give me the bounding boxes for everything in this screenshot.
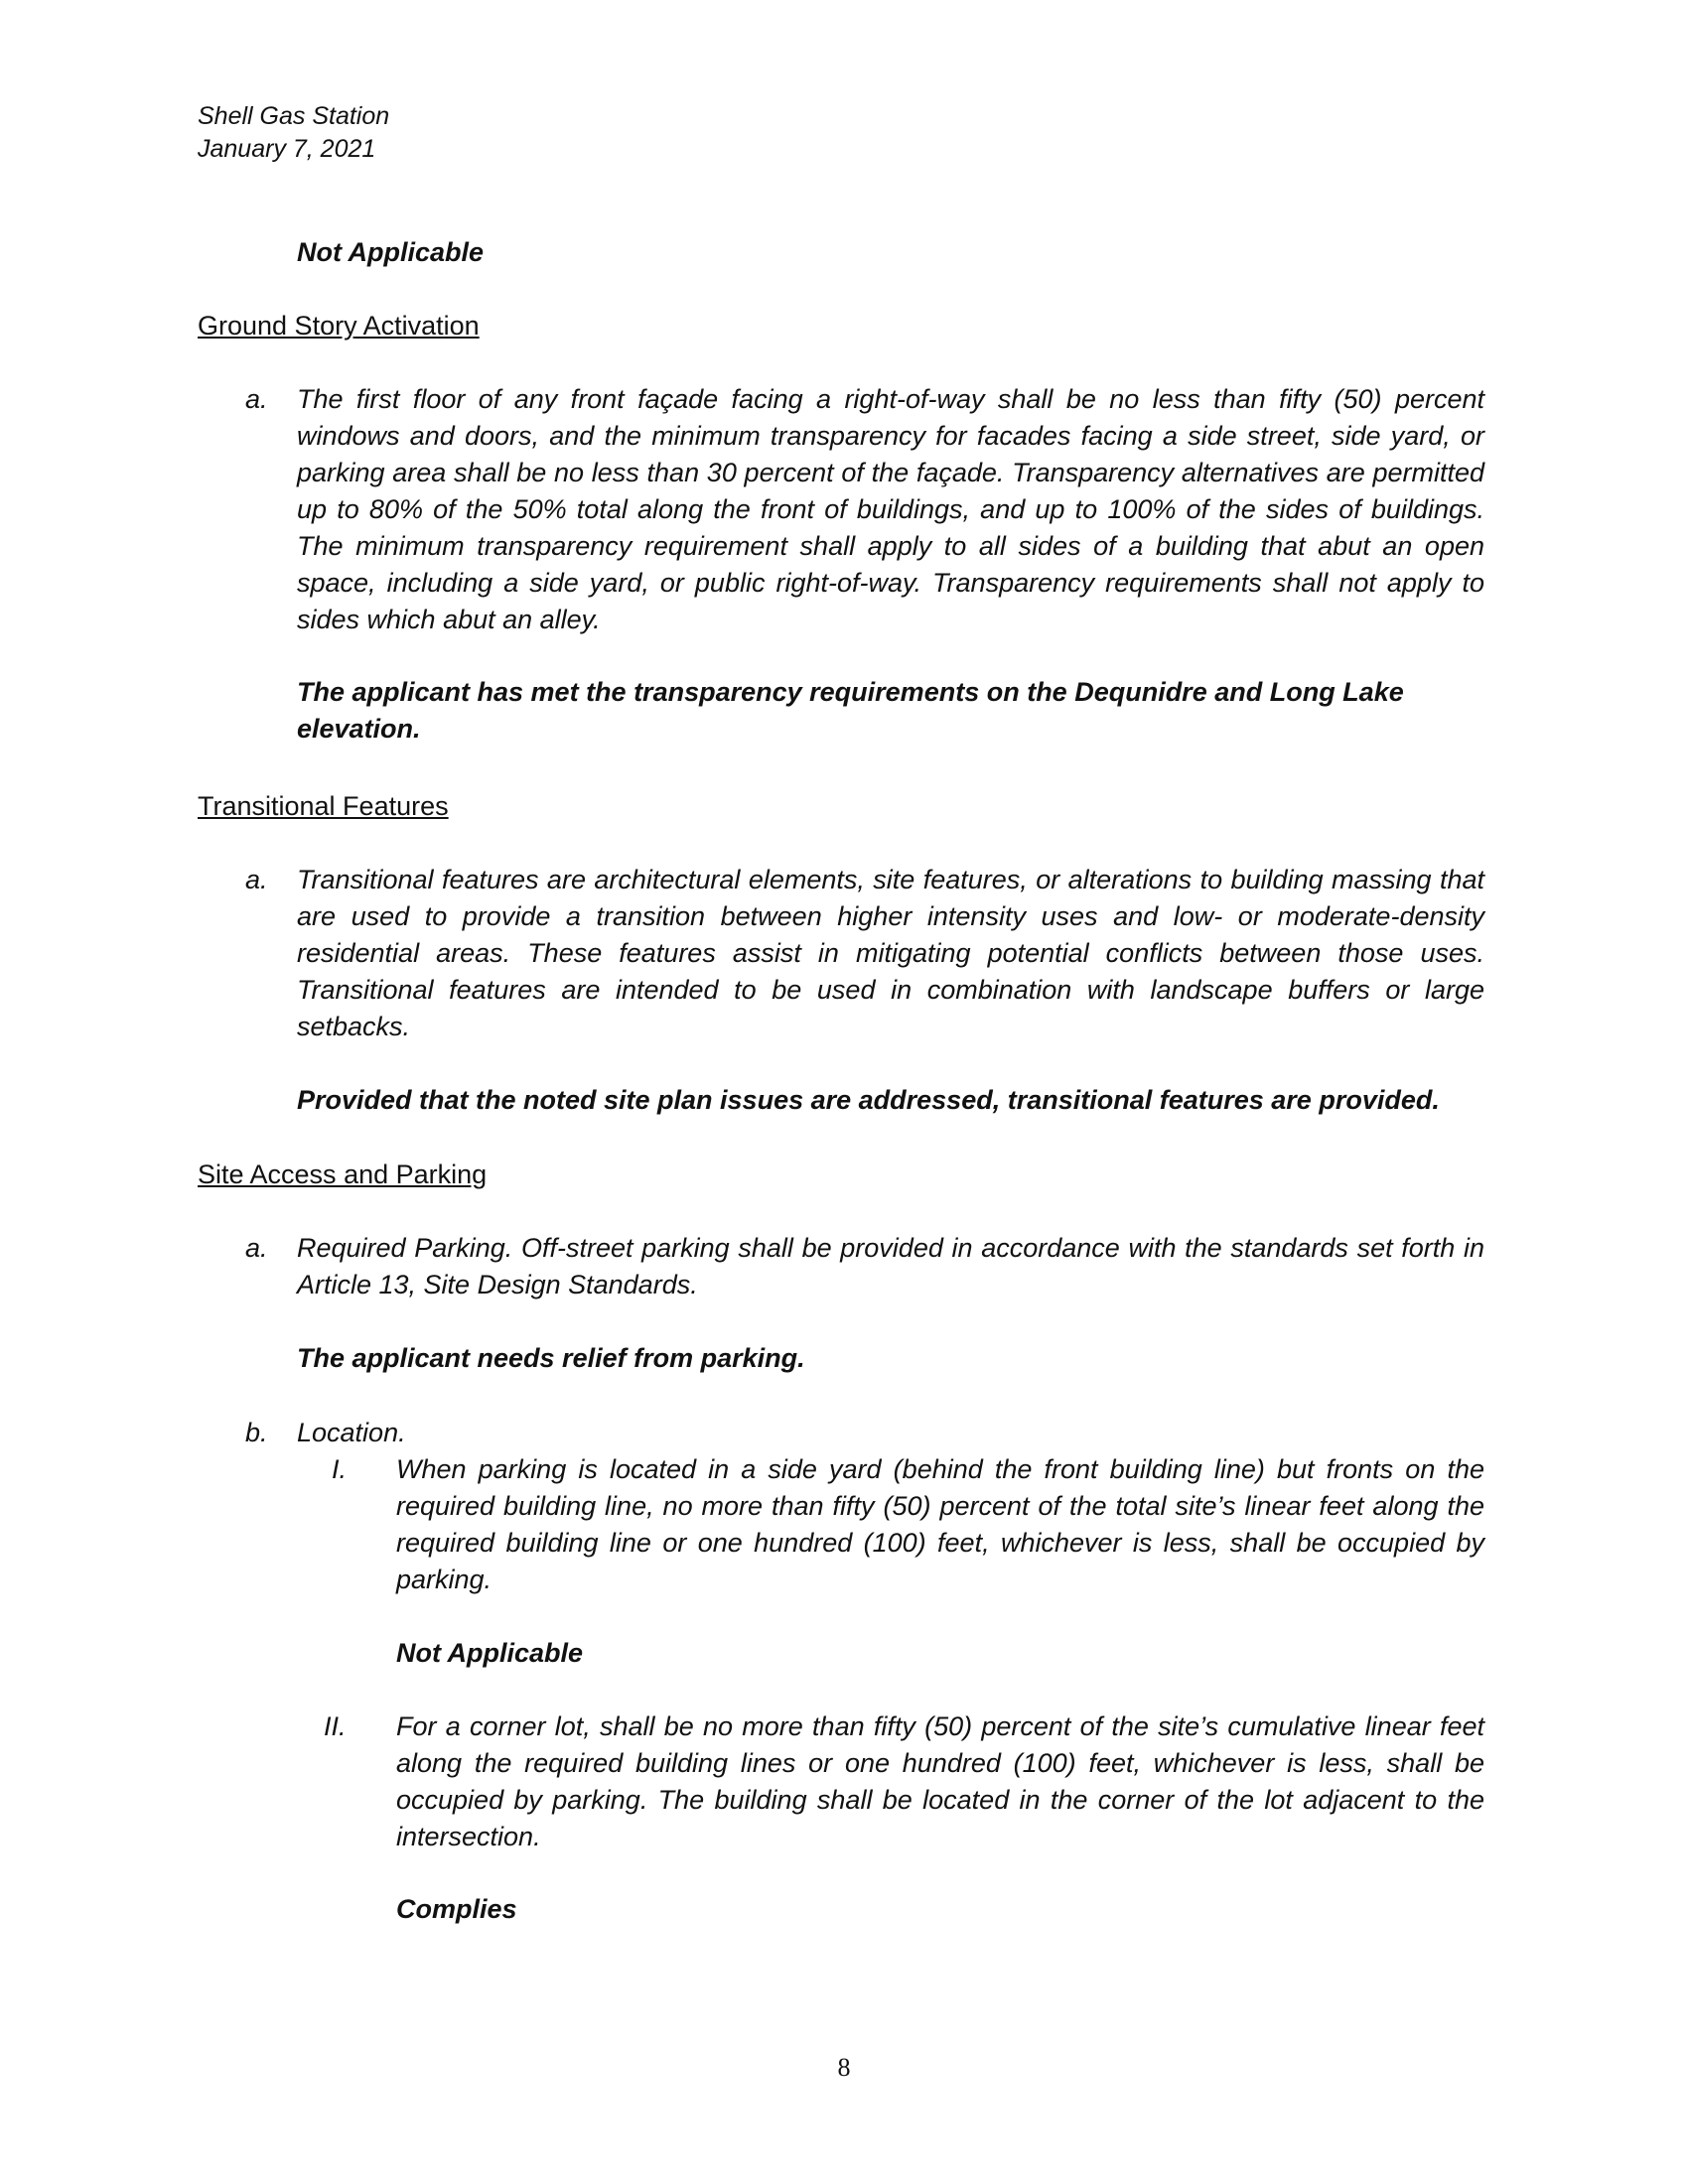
site-access-item-b-text: Location.	[297, 1418, 406, 1447]
ground-story-finding: The applicant has met the transparency requirements on the Dequnidre and Long Lake elevation.	[297, 677, 1404, 744]
header-title: Shell Gas Station	[198, 102, 390, 130]
intro-status: Not Applicable	[297, 237, 485, 267]
site-access-subitem-ii-text: For a corner lot, shall be no more than fifty (50) percent of the site’s cumulative linear feet along the required building lines or one hundred (100) feet, whichever is less, shall be occupied by parking. The building shall be located in the corner of the lot adjacent to the intersection.	[396, 1711, 1484, 1851]
heading-site-access-and-parking: Site Access and Parking	[198, 1160, 488, 1189]
item-marker-a: a.	[245, 865, 268, 894]
item-marker-b: b.	[245, 1418, 268, 1447]
header-date: January 7, 2021	[198, 135, 376, 163]
site-access-finding-a: The applicant needs relief from parking.	[297, 1343, 805, 1373]
item-marker-a: a.	[245, 1233, 268, 1263]
item-marker-a: a.	[245, 384, 268, 414]
transitional-item-a-text: Transitional features are architectural elements, site features, or alterations to building massing that are used to provide a transition between higher intensity uses and low- or moderate-density residential areas. These features assist in mitigating potential conflicts between those uses. Transitional features are intended to be used in combination with landscape buffers or large setbacks.	[297, 865, 1484, 1041]
subitem-marker-i: I.	[332, 1454, 348, 1484]
page-number: 8	[837, 2053, 851, 2082]
heading-ground-story-activation: Ground Story Activation	[198, 311, 480, 341]
site-access-item-a-text: Required Parking. Off-street parking shall be provided in accordance with the standards set forth in Article 13, Site Design Standards.	[297, 1233, 1484, 1299]
heading-transitional-features: Transitional Features	[198, 791, 449, 821]
site-access-subitem-i-finding: Not Applicable	[396, 1638, 584, 1668]
ground-story-item-a-text: The first floor of any front façade facing a right-of-way shall be no less than fifty (50) percent windows and doors, and the minimum transparency for facades facing a side street, side yard, or parking area shall be no less than 30 percent of the façade. Transparency alternatives are permitted up to 80% of the 50% total along the front of buildings, and up to 100% of the sides of buildings. The minimum transparency requirement shall apply to all sides of a building that abut an open space, including a side yard, or public right-of-way. Transparency requirements shall not apply to sides which abut an alley.	[297, 384, 1484, 634]
site-access-subitem-i-text: When parking is located in a side yard (behind the front building line) but fronts on the required building line, no more than fifty (50) percent of the total site’s linear feet along the required building line or one hundred (100) feet, whichever is less, shall be occupied by parking.	[396, 1454, 1484, 1594]
transitional-finding: Provided that the noted site plan issues are addressed, transitional features are provided.	[297, 1085, 1440, 1115]
site-access-subitem-ii-finding: Complies	[396, 1894, 517, 1924]
subitem-marker-ii: II.	[324, 1711, 347, 1741]
document-header	[198, 100, 389, 166]
